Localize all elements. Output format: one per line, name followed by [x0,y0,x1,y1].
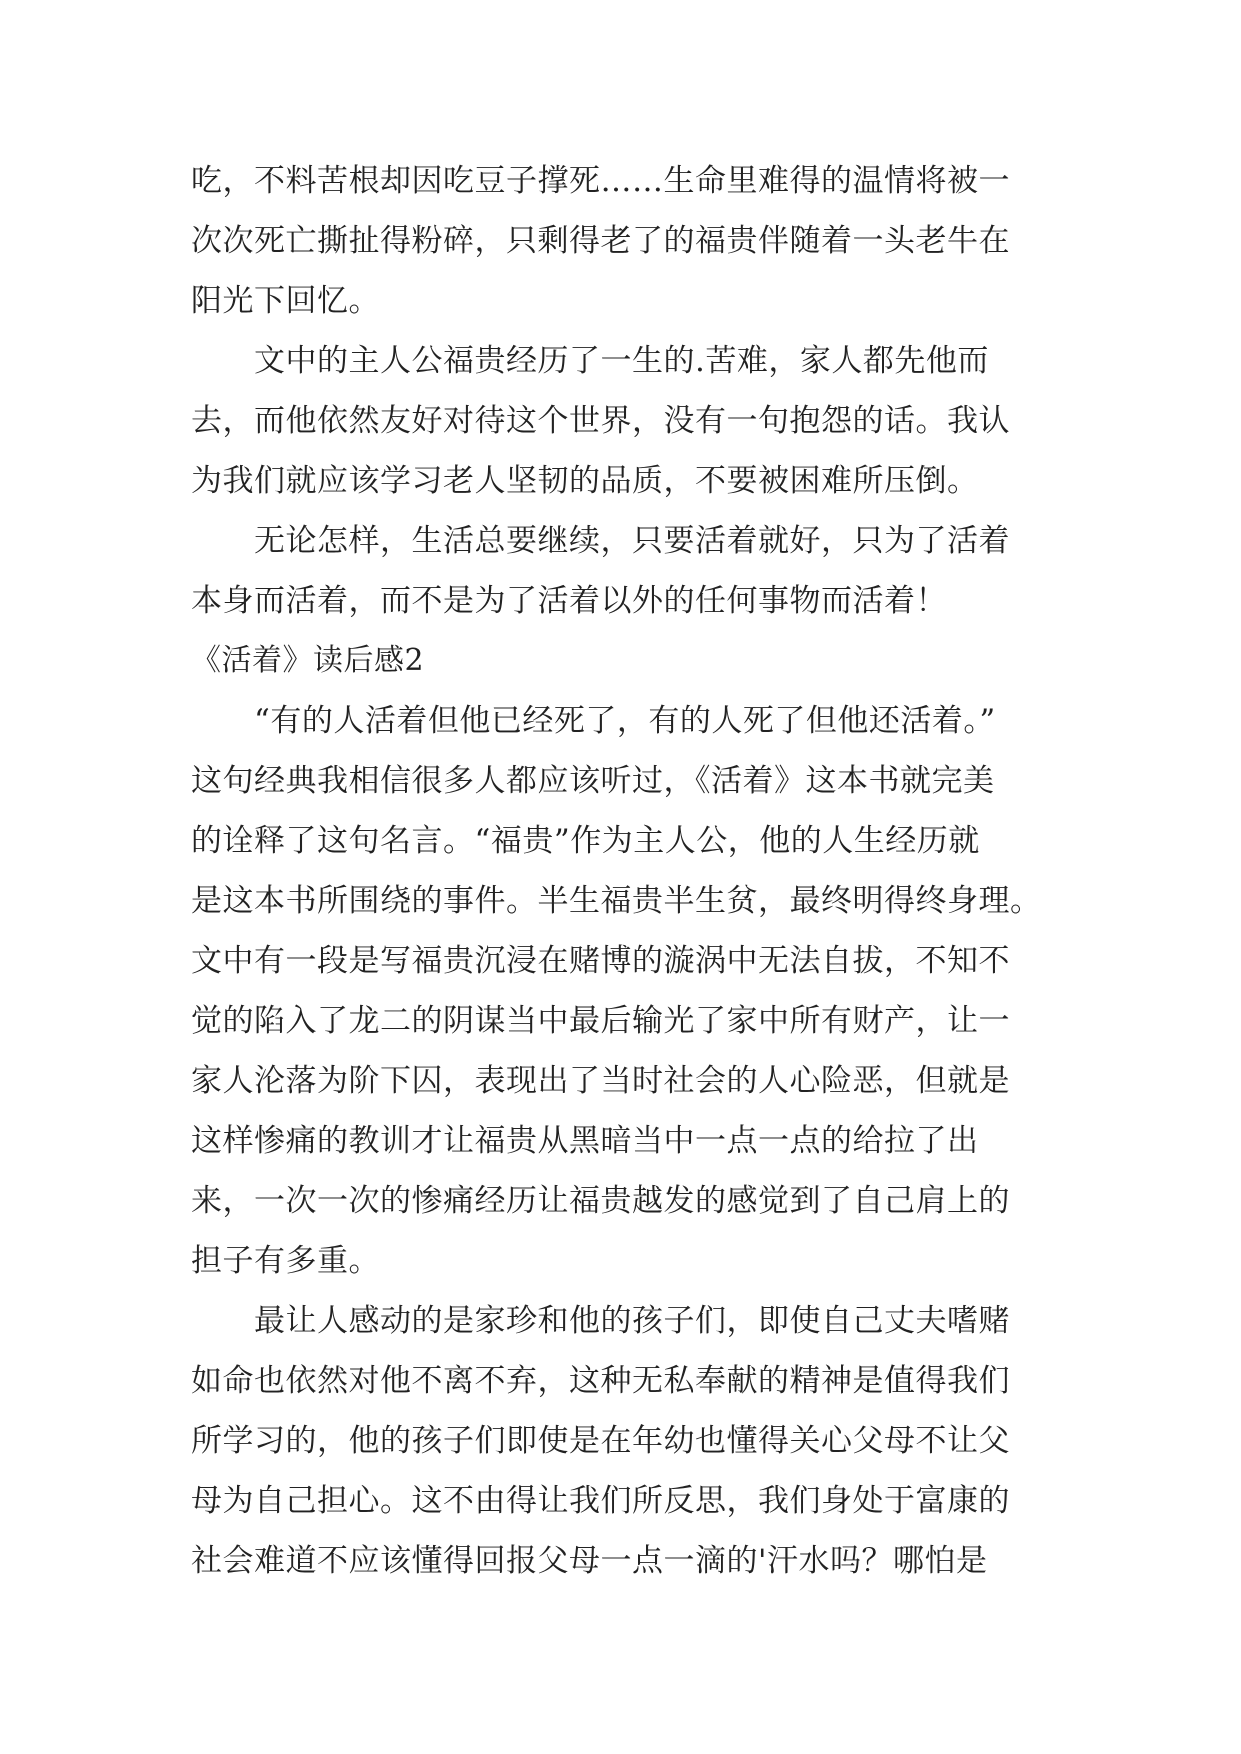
text-line: 如命也依然对他不离不弃，这种无私奉献的精神是值得我们 [191,1363,1010,1399]
text-line: 本身而活着，而不是为了活着以外的任何事物而活着！ [191,583,947,619]
section-heading: 《活着》读后感2 [191,643,425,678]
text-line: 所学习的，他的孩子们即使是在年幼也懂得关心父母不让父 [191,1423,1010,1459]
text-line: “有的人活着但他已经死了，有的人死了但他还活着。” [191,703,996,739]
text-line: 为我们就应该学习老人坚韧的品质，不要被困难所压倒。 [191,463,979,499]
text-line: 这样惨痛的教训才让福贵从黑暗当中一点一点的给拉了出 [191,1123,979,1159]
text-line: 吃，不料苦根却因吃豆子撑死……生命里难得的温情将被一 [191,163,1010,199]
text-line: 觉的陷入了龙二的阴谋当中最后输光了家中所有财产，让一 [191,1003,1010,1039]
text-line: 担子有多重。 [191,1243,380,1279]
text-line: 家人沦落为阶下囚，表现出了当时社会的人心险恶，但就是 [191,1063,1010,1099]
text-line: 是这本书所围绕的事件。半生福贵半生贫，最终明得终身理。 [191,883,1042,919]
text-line: 来，一次一次的惨痛经历让福贵越发的感觉到了自己肩上的 [191,1183,1010,1219]
text-line: 母为自己担心。这不由得让我们所反思，我们身处于富康的 [191,1483,1010,1519]
text-line: 文中有一段是写福贵沉浸在赌博的漩涡中无法自拔，不知不 [191,943,1010,979]
text-line: 无论怎样，生活总要继续，只要活着就好，只为了活着 [191,523,1010,559]
text-line: 最让人感动的是家珍和他的孩子们，即使自己丈夫嗜赌 [191,1303,1010,1339]
text-line: 阳光下回忆。 [191,283,380,319]
text-line: 去，而他依然友好对待这个世界，没有一句抱怨的话。我认 [191,403,1010,439]
document-body [191,151,1061,1591]
text-line: 的诠释了这句名言。“福贵”作为主人公，他的人生经历就 [191,823,980,859]
text-line: 社会难道不应该懂得回报父母一点一滴的'汗水吗？哪怕是 [191,1543,988,1579]
text-line: 文中的主人公福贵经历了一生的.苦难，家人都先他而 [191,343,989,379]
text-line: 次次死亡撕扯得粉碎，只剩得老了的福贵伴随着一头老牛在 [191,223,1010,259]
text-line: 这句经典我相信很多人都应该听过，《活着》这本书就完美 [191,763,995,799]
